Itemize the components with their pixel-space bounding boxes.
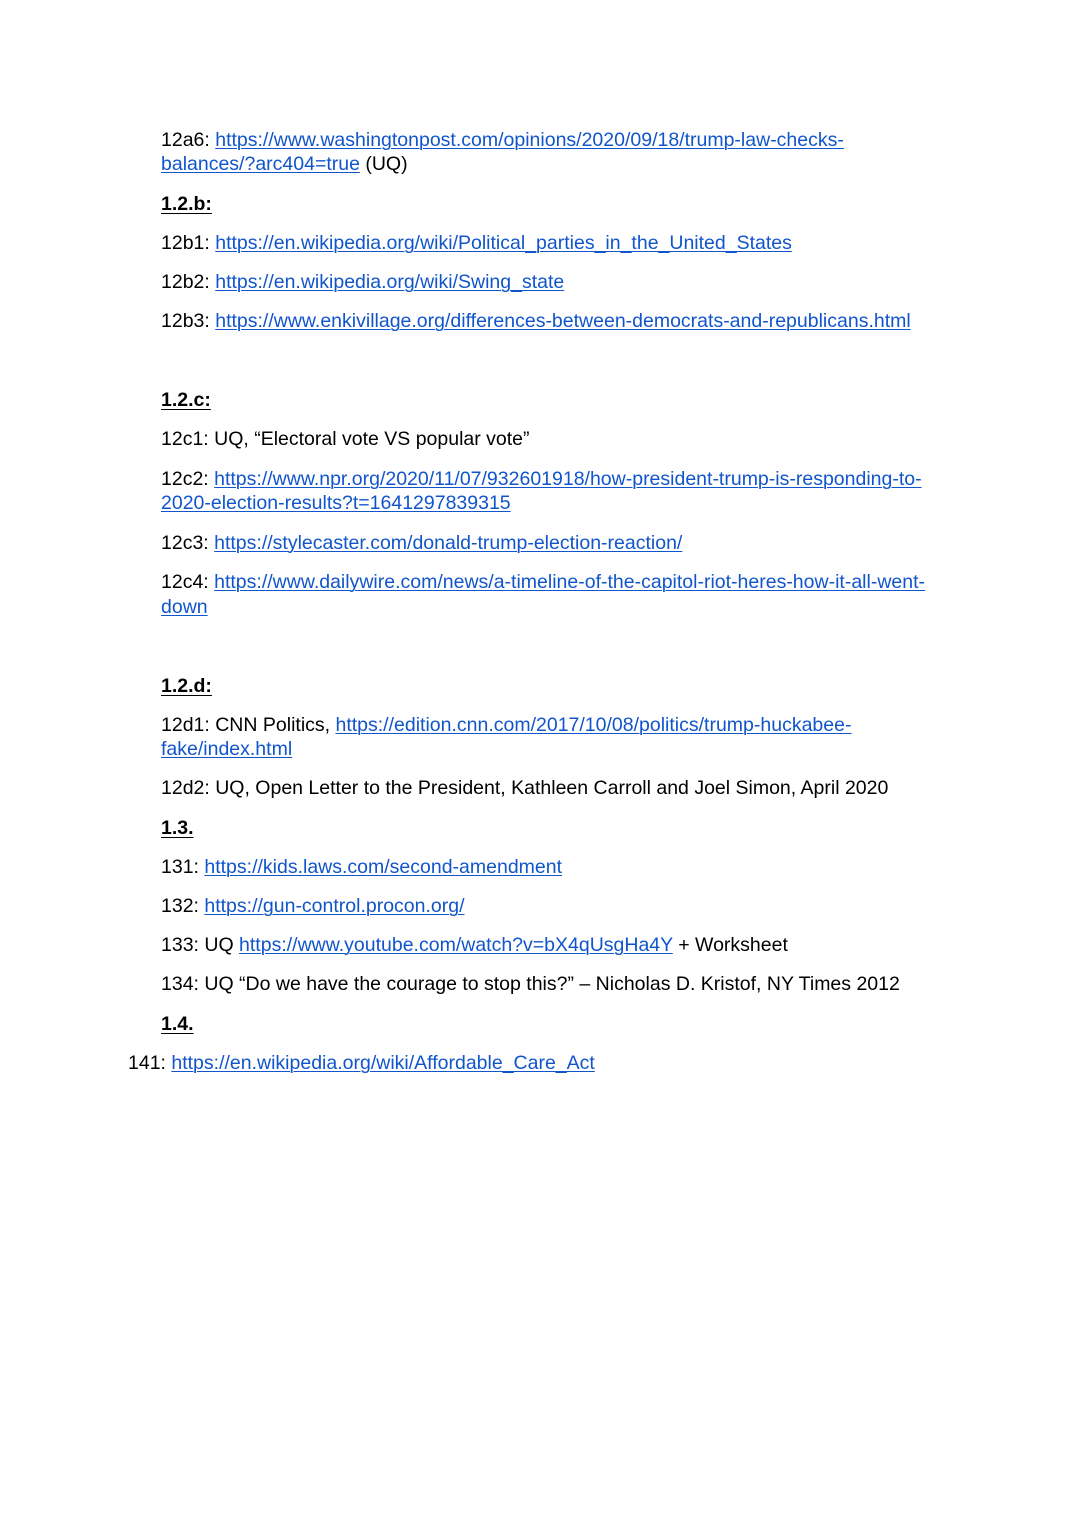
entry-label: 12a6:	[161, 129, 216, 151]
entry-12c2-continued	[161, 491, 511, 515]
entry-12c4	[161, 570, 925, 594]
entry-label: 12c3:	[161, 532, 215, 554]
entry-141	[128, 1051, 595, 1075]
entry-131	[161, 855, 562, 879]
url-link[interactable]: balances/?arc404=true	[161, 153, 360, 175]
section-heading-1-4: 1.4.	[161, 1013, 194, 1035]
entry-132	[161, 894, 465, 918]
entry-suffix: + Worksheet	[672, 934, 788, 956]
section-heading-1-2-b: 1.2.b:	[161, 193, 212, 215]
entry-label: 132:	[161, 895, 205, 917]
section-heading-1-2-d: 1.2.d:	[161, 675, 212, 697]
url-link[interactable]: https://www.youtube.com/watch?v=bX4qUsgHa4Y	[239, 934, 673, 956]
url-link[interactable]: down	[161, 596, 208, 618]
url-link[interactable]: fake/index.html	[161, 738, 293, 760]
section-heading-1-3: 1.3.	[161, 817, 194, 839]
entry-133	[161, 933, 788, 957]
section-heading-1-2-c: 1.2.c:	[161, 389, 211, 411]
entry-12c3	[161, 531, 682, 555]
entry-12c2	[161, 467, 922, 491]
entry-12d1	[161, 713, 851, 737]
entry-label: 141:	[128, 1052, 172, 1074]
url-link[interactable]: https://www.dailywire.com/news/a-timeline-of-the-capitol-riot-heres-how-it-all-went-	[214, 571, 926, 593]
entry-label: 131:	[161, 856, 205, 878]
url-link[interactable]: https://stylecaster.com/donald-trump-election-reaction/	[214, 532, 683, 554]
url-link[interactable]: https://en.wikipedia.org/wiki/Affordable_Care_Act	[171, 1052, 595, 1074]
entry-label: 12b3:	[161, 310, 216, 332]
entry-12d1-continued	[161, 737, 292, 761]
url-link[interactable]: https://kids.laws.com/second-amendment	[204, 856, 563, 878]
entry-label: 133: UQ	[161, 934, 240, 956]
url-link[interactable]: 2020-election-results?t=1641297839315	[161, 492, 511, 514]
url-link[interactable]: https://www.npr.org/2020/11/07/932601918/how-president-trump-is-responding-to-	[214, 468, 922, 490]
url-link[interactable]: https://www.washingtonpost.com/opinions/2020/09/18/trump-law-checks-	[215, 129, 844, 151]
url-link[interactable]: https://edition.cnn.com/2017/10/08/politics/trump-huckabee-	[335, 714, 852, 736]
entry-label: 12c2:	[161, 468, 215, 490]
entry-12b1	[161, 231, 792, 255]
entry-12a6	[161, 128, 844, 152]
entry-label: 12d1: CNN Politics,	[161, 714, 336, 736]
entry-label: 12b2:	[161, 271, 216, 293]
entry-12c4-continued	[161, 595, 208, 619]
url-link[interactable]: https://gun-control.procon.org/	[204, 895, 465, 917]
entry-134: 134: UQ “Do we have the courage to stop this?” – Nicholas D. Kristof, NY Times 2012	[161, 973, 900, 995]
entry-label: 12b1:	[161, 232, 216, 254]
entry-label: 12c4:	[161, 571, 215, 593]
entry-12c1: 12c1: UQ, “Electoral vote VS popular vote”	[161, 428, 530, 450]
entry-12d2: 12d2: UQ, Open Letter to the President, Kathleen Carroll and Joel Simon, April 2020	[161, 777, 889, 799]
entry-12a6-continued	[161, 152, 408, 176]
url-link[interactable]: https://en.wikipedia.org/wiki/Swing_state	[215, 271, 565, 293]
entry-12b2	[161, 270, 564, 294]
url-link[interactable]: https://www.enkivillage.org/differences-between-democrats-and-republicans.html	[215, 310, 911, 332]
entry-suffix: (UQ)	[359, 153, 408, 175]
url-link[interactable]: https://en.wikipedia.org/wiki/Political_parties_in_the_United_States	[215, 232, 792, 254]
entry-12b3	[161, 309, 911, 333]
